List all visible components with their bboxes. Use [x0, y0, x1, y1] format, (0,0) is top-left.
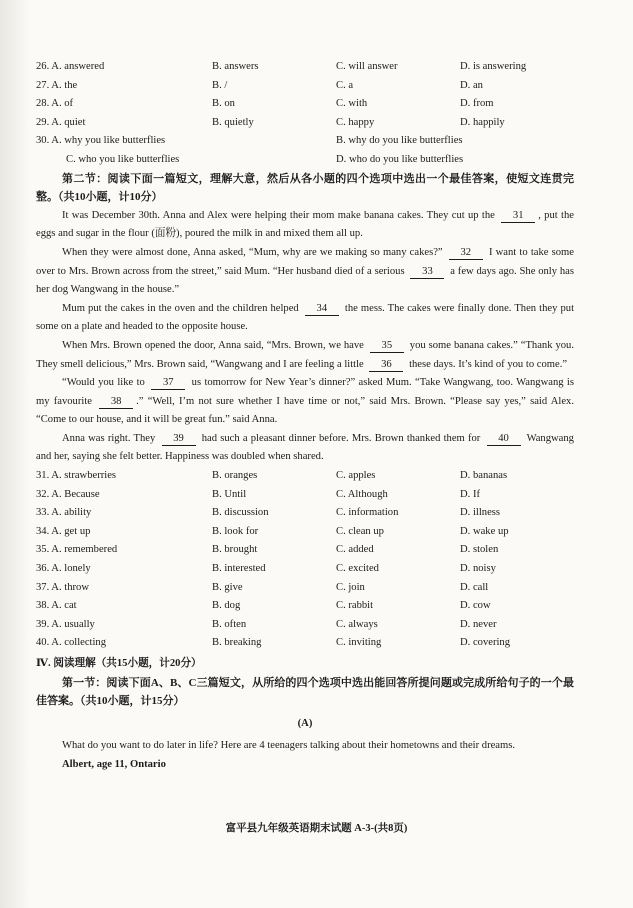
- option-c: C. a: [336, 79, 354, 91]
- question-row-32: [36, 486, 574, 505]
- passage-paragraph-2: [36, 244, 574, 300]
- option-a: 37. A. throw: [36, 581, 89, 593]
- blank-31: 31: [501, 209, 535, 223]
- option-b: B. oranges: [212, 470, 258, 482]
- option-d: D. covering: [460, 637, 511, 649]
- option-c: C. added: [336, 544, 374, 556]
- option-b: B. look for: [212, 525, 259, 537]
- option-c: C. Although: [336, 488, 388, 500]
- question-row-40: [36, 634, 574, 653]
- passage-text: I want to take some over to Mrs. Brown across from the street,” said Mum. “Her husband died of a serious: [36, 246, 574, 277]
- option-b: B. give: [212, 581, 243, 593]
- option-d: D. If: [460, 488, 481, 500]
- option-c: C. apples: [336, 470, 376, 482]
- option-d: D. from: [460, 98, 494, 110]
- passage-text: you some banana cakes.” “Thank you. They smell delicious,” Mrs. Brown said, “Wangwang and I are feeling a little: [36, 339, 574, 370]
- section-4-instructions: 第一节：阅读下面A、B、C三篇短文，从所给的四个选项中选出能回答所提问题或完成所给句子的一个最佳答案。（共10小题，计15分）: [36, 676, 574, 708]
- question-row-28: [36, 95, 574, 114]
- blank-37: 37: [151, 376, 185, 390]
- option-c: C. with: [336, 98, 368, 110]
- option-b: B. /: [212, 79, 228, 91]
- passage-text: the mess. The cakes were finally done. Then they put some on a plate and headed to the opposite house.: [36, 302, 575, 333]
- passage-paragraph-5: [36, 374, 574, 430]
- question-row-30-cd: [36, 151, 574, 170]
- option-c: C. information: [336, 507, 399, 519]
- option-d: D. cow: [460, 600, 491, 612]
- option-d: D. who do you like butterflies: [336, 153, 464, 165]
- option-b: B. often: [212, 618, 247, 630]
- option-a: 33. A. ability: [36, 507, 92, 519]
- question-row-38: [36, 597, 574, 616]
- passage-text: Anna was right. They: [62, 432, 156, 444]
- option-c: C. clean up: [336, 525, 384, 537]
- option-d: D. stolen: [460, 544, 499, 556]
- passage-text: It was December 30th. Anna and Alex were helping their mom make banana cakes. They cut up the: [62, 209, 495, 221]
- option-a: 38. A. cat: [36, 600, 77, 612]
- option-c: C. happy: [336, 116, 375, 128]
- scan-shadow: [0, 0, 30, 908]
- question-row-30-ab: [36, 132, 574, 151]
- option-c: C. always: [336, 618, 378, 630]
- passage-a-label: (A): [297, 717, 313, 729]
- passage-text: us tomorrow for New Year’s dinner?” asked Mum. “Take Wangwang, too. Wangwang is my favourite: [36, 377, 574, 407]
- question-row-37: [36, 579, 574, 598]
- option-d: D. never: [460, 618, 497, 630]
- passage-text: a few days ago. She only has her dog Wangwang in the house.”: [36, 265, 574, 296]
- profile-heading: Albert, age 11, Ontario: [62, 758, 166, 770]
- passage-text: had such a pleasant dinner before. Mrs. Brown thanked them for: [201, 432, 481, 444]
- passage-text: Wangwang and her, saying she felt better. Happiness was doubled when shared.: [36, 432, 574, 463]
- option-d: D. an: [460, 79, 483, 91]
- question-row-36: [36, 560, 574, 579]
- passage-text: When they were almost done, Anna asked, “Mum, why are we making so many cakes?”: [62, 246, 443, 258]
- passage-text: , put the eggs and sugar in the flour (面粉), poured the milk in and mixed them all up.: [36, 209, 574, 240]
- question-row-39: [36, 616, 574, 635]
- option-b: B. dog: [212, 600, 241, 612]
- passage-text: these days. It’s kind of you to come.”: [409, 358, 568, 370]
- question-row-31: [36, 467, 574, 486]
- blank-39: 39: [162, 432, 196, 446]
- page-footer: 富平县九年级英语期末试题 A-3-(共8页): [225, 823, 408, 834]
- blank-33: 33: [410, 265, 444, 279]
- option-b: B. answers: [212, 61, 259, 72]
- option-c: C. join: [336, 581, 365, 593]
- question-row-35: [36, 541, 574, 560]
- blank-36: 36: [369, 358, 403, 372]
- option-c: C. who you like butterflies: [66, 153, 180, 165]
- option-a: 29. A. quiet: [36, 116, 86, 128]
- option-c: C. will answer: [336, 61, 398, 72]
- passage-text: .” “Well, I’m not sure whether I have time or not,” said Mrs. Brown. “Please say yes,” said Alex. “Come to our house, and it will be great fun.” said Anna.: [36, 395, 574, 426]
- section-2-instructions: 第二节：阅读下面一篇短文，理解大意，然后从各小题的四个选项中选出一个最佳答案，使短文连贯完整。（共10小题，计10分）: [36, 172, 574, 204]
- question-row-34: [36, 523, 574, 542]
- option-b: B. discussion: [212, 507, 269, 519]
- passage-text: “Would you like to: [62, 377, 145, 389]
- option-b: B. why do you like butterflies: [336, 135, 463, 147]
- option-c: C. rabbit: [336, 600, 374, 612]
- option-b: B. on: [212, 98, 235, 110]
- option-b: B. brought: [212, 544, 258, 556]
- question-row-26: [36, 58, 574, 77]
- option-d: D. illness: [460, 507, 501, 519]
- option-a: 30. A. why you like butterflies: [36, 135, 166, 147]
- option-a: 36. A. lonely: [36, 563, 91, 575]
- option-d: D. call: [460, 581, 489, 593]
- question-row-29: [36, 114, 574, 133]
- option-d: D. happily: [460, 116, 505, 128]
- blank-38: 38: [99, 395, 133, 409]
- option-a: 39. A. usually: [36, 618, 95, 630]
- passage-paragraph-1: [36, 207, 574, 244]
- option-d: D. wake up: [460, 525, 509, 537]
- option-b: B. interested: [212, 563, 266, 575]
- option-a: 35. A. remembered: [36, 544, 118, 556]
- page-content: [36, 58, 574, 775]
- passage-paragraph-3: [36, 300, 574, 337]
- option-d: D. noisy: [460, 563, 496, 575]
- question-row-33: [36, 504, 574, 523]
- question-row-27: [36, 77, 574, 96]
- blank-34: 34: [305, 302, 339, 316]
- blank-35: 35: [370, 339, 404, 353]
- option-a: 31. A. strawberries: [36, 470, 117, 482]
- option-c: C. inviting: [336, 637, 382, 649]
- option-b: B. quietly: [212, 116, 254, 128]
- option-c: C. excited: [336, 563, 379, 575]
- blank-32: 32: [449, 246, 483, 260]
- passage-paragraph-4: [36, 337, 574, 374]
- blank-40: 40: [487, 432, 521, 446]
- option-a: 32. A. Because: [36, 488, 100, 500]
- option-d: D. bananas: [460, 470, 508, 482]
- passage-text: When Mrs. Brown opened the door, Anna said, “Mrs. Brown, we have: [62, 339, 364, 351]
- option-a: 27. A. the: [36, 79, 78, 91]
- option-a: 28. A. of: [36, 98, 74, 110]
- section-4-title: Ⅳ. 阅读理解（共15小题，计20分）: [36, 658, 202, 669]
- option-b: B. Until: [212, 488, 247, 500]
- passage-a-intro: What do you want to do later in life? Here are 4 teenagers talking about their hometowns and their dreams.: [62, 740, 516, 752]
- option-a: 34. A. get up: [36, 525, 91, 537]
- option-a: 40. A. collecting: [36, 637, 107, 649]
- option-b: B. breaking: [212, 637, 262, 649]
- option-d: D. is answering: [460, 61, 527, 72]
- passage-text: Mum put the cakes in the oven and the children helped: [62, 302, 299, 314]
- option-a: 26. A. answered: [36, 61, 105, 72]
- passage-paragraph-6: [36, 430, 574, 467]
